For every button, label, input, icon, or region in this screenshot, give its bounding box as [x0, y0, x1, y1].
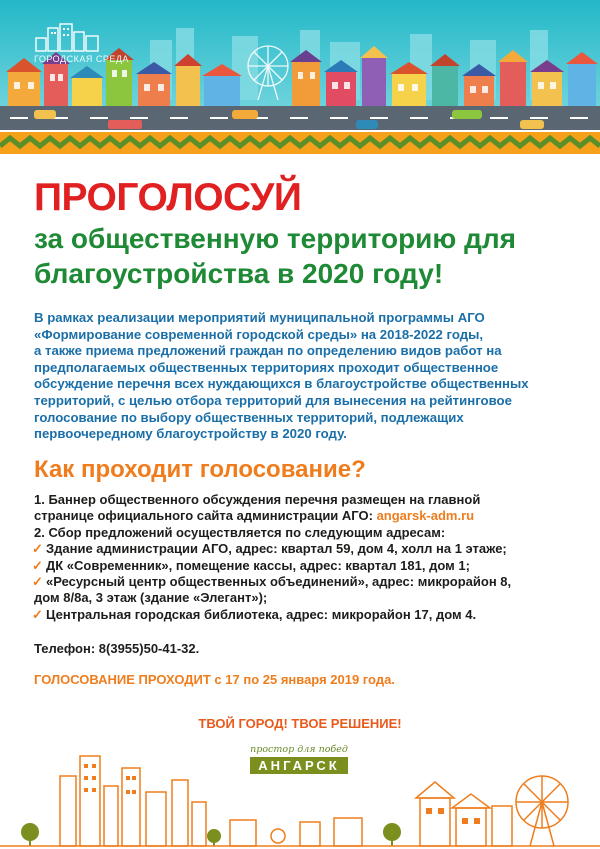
voting-steps: [34, 492, 582, 623]
address-item: [34, 607, 582, 623]
gorodskaya-sreda-logo: [34, 22, 134, 64]
checkmark-icon: ✓: [32, 557, 43, 573]
checkmark-icon: ✓: [32, 574, 43, 590]
address-item: [34, 541, 582, 557]
city-skyline-icon: [34, 22, 104, 52]
address-item: [34, 558, 582, 574]
address-text: ДК «Современник», помещение кассы, адрес: квартал 181, дом 1;: [46, 557, 470, 573]
website-link[interactable]: angarsk-adm.ru: [376, 508, 475, 524]
step-1-line-1: 1. Баннер общественного обсуждения перечня размещен на главной: [34, 492, 481, 507]
address-text: «Ресурсный центр общественных объединений», адрес: микрорайон 8,: [46, 574, 512, 590]
logo-tagline: простор для побед: [250, 744, 348, 755]
address-text: Здание администрации АГО, адрес: квартал 59, дом 4, холл на 1 этаже;: [46, 541, 507, 557]
intro-line: а также приема предложений граждан по определению видов работ на: [34, 343, 502, 359]
address-item: [34, 574, 582, 590]
brand-label: ГОРОДСКАЯ СРЕДА: [34, 54, 129, 64]
phone-number: Телефон: 8(3955)50-41-32.: [34, 641, 200, 656]
intro-line: В рамках реализации мероприятий муниципальной программы АГО: [34, 310, 485, 325]
intro-line: обсуждение перечня всех нуждающихся в благоустройстве общественных: [34, 376, 529, 392]
intro-line: первоочередному благоустройству в 2020 году.: [34, 426, 347, 442]
vote-period-notice: ГОЛОСОВАНИЕ ПРОХОДИТ с 17 по 25 января 2019 года.: [34, 672, 395, 687]
step-1-text: странице официального сайта администрации АГО:: [34, 508, 377, 524]
intro-line: голосование по выбору общественных территорий, подлежащих: [34, 409, 464, 425]
headline-subtitle-1: за общественную территорию для: [34, 223, 516, 254]
intro-line: предполагаемых общественных территориях проходит общественное: [34, 359, 499, 375]
intro-line: «Формирование современной городской среды» на 2018-2022 годы,: [34, 326, 484, 342]
address-text: Центральная городская библиотека, адрес: микрорайон 17, дом 4.: [46, 606, 477, 622]
section-title: Как проходит голосование?: [34, 456, 366, 483]
intro-line: территорий, с целью отбора территорий для вынесения на рейтинговое: [34, 392, 512, 408]
checkmark-icon: ✓: [32, 541, 43, 557]
checkmark-icon: ✓: [32, 606, 43, 622]
slogan: ТВОЙ ГОРОД! ТВОЕ РЕШЕНИЕ!: [198, 716, 402, 731]
logo-name: АНГАРСК: [250, 757, 347, 774]
headline-vote: ПРОГОЛОСУЙ: [34, 176, 302, 219]
step-1-line-2: [34, 508, 582, 524]
angarsk-logo: [247, 744, 351, 775]
headline-subtitle-2: благоустройства в 2020 году!: [34, 258, 444, 289]
address-continuation: дом 8/8а, 3 этаж (здание «Элегант»);: [34, 590, 268, 606]
headline-block: [34, 176, 574, 290]
step-2: 2. Сбор предложений осуществляется по следующим адресам:: [34, 524, 446, 540]
intro-paragraph: [34, 310, 574, 443]
